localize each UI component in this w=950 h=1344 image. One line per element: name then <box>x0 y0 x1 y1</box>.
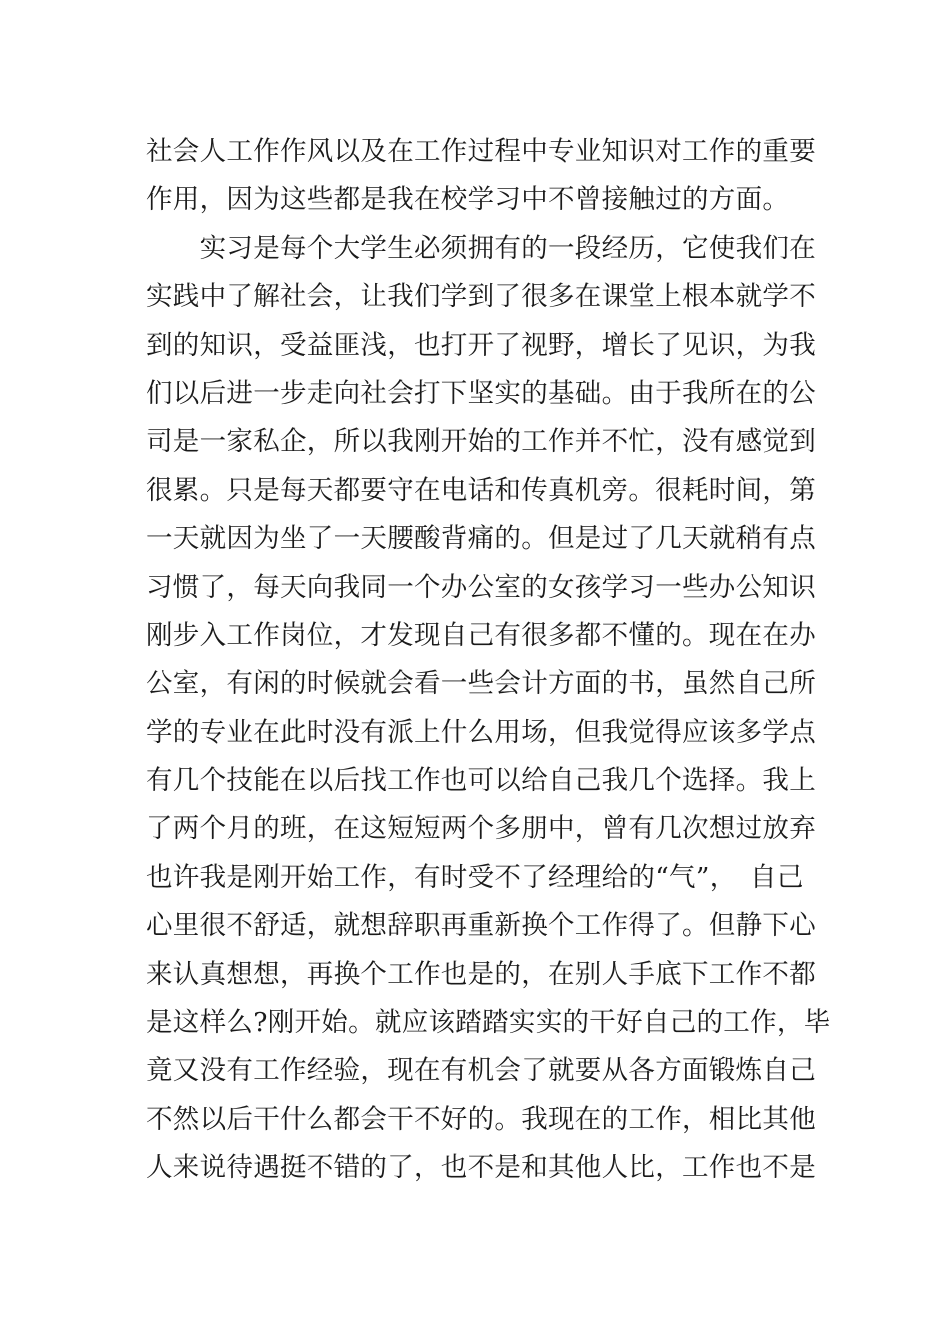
text-line: 了两个月的班，在这短短两个多朋中，曾有几次想过放弃 <box>146 813 816 845</box>
text-line: 有几个技能在以后找工作也可以给自己我几个选择。我上 <box>146 765 816 797</box>
text-line: 人来说待遇挺不错的了，也不是和其他人比，工作也不是 <box>146 1152 816 1184</box>
text-line: 社会人工作作风以及在工作过程中专业知识对工作的重要 <box>146 136 816 167</box>
text-line: 到的知识，受益匪浅，也打开了视野，增长了见识，为我 <box>146 329 816 361</box>
text-line: 一天就因为坐了一天腰酸背痛的。但是过了几天就稍有点 <box>146 523 816 555</box>
body-text <box>146 128 831 1193</box>
text-line: 实习是每个大学生必须拥有的一段经历，它使我们在 <box>146 232 816 264</box>
text-line: 作用，因为这些都是我在校学习中不曾接触过的方面。 <box>146 184 790 216</box>
text-line: 很累。只是每天都要守在电话和传真机旁。很耗时间，第 <box>146 474 816 506</box>
text-line: 习惯了，每天向我同一个办公室的女孩学习一些办公知识 <box>146 571 816 603</box>
text-line: 是这样么?刚开始。就应该踏踏实实的干好自己的工作，毕 <box>146 1007 831 1039</box>
text-line: 心里很不舒适，就想辞职再重新换个工作得了。但静下心 <box>146 910 816 942</box>
text-line: 不然以后干什么都会干不好的。我现在的工作，相比其他 <box>146 1103 816 1135</box>
text-line: 刚步入工作岗位，才发现自己有很多都不懂的。现在在办 <box>146 619 816 651</box>
text-line: 来认真想想，再换个工作也是的，在别人手底下工作不都 <box>146 958 816 990</box>
text-line: 实践中了解社会，让我们学到了很多在课堂上根本就学不 <box>146 281 816 313</box>
text-line: 们以后进一步走向社会打下坚实的基础。由于我所在的公 <box>146 377 816 409</box>
text-line: 也许我是刚开始工作，有时受不了经理给的“气”， 自己 <box>146 861 804 893</box>
text-line: 竟又没有工作经验，现在有机会了就要从各方面锻炼自己 <box>146 1055 816 1087</box>
text-line: 司是一家私企，所以我刚开始的工作并不忙，没有感觉到 <box>146 426 816 458</box>
text-line: 学的专业在此时没有派上什么用场，但我觉得应该多学点 <box>146 716 816 748</box>
text-line: 公室，有闲的时候就会看一些会计方面的书，虽然自己所 <box>146 668 816 700</box>
